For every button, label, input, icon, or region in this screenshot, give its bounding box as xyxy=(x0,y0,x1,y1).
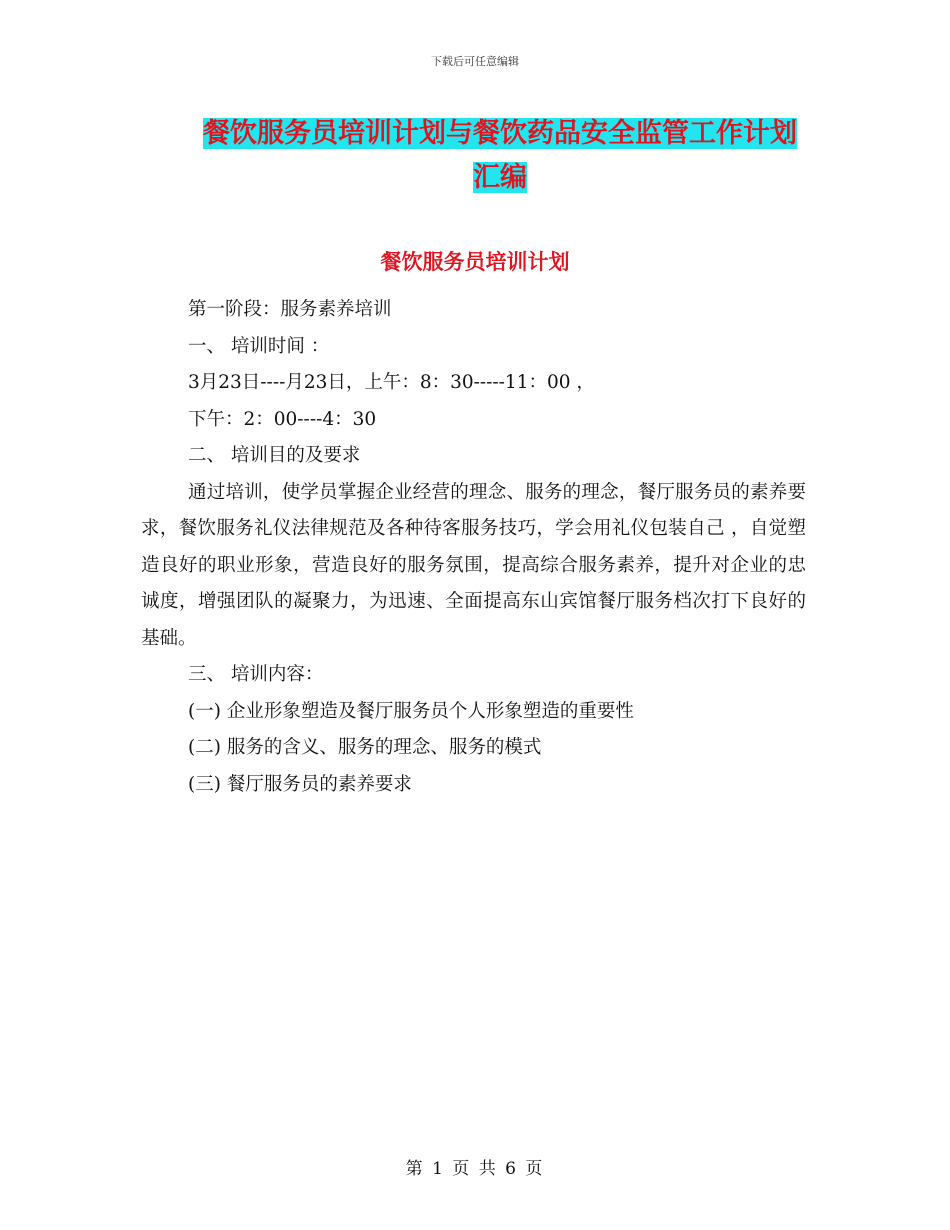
content-item: (二) 服务的含义、服务的理念、服务的模式 xyxy=(188,737,542,758)
page-footer: 第 1 页 共 6 页 xyxy=(405,1159,545,1179)
training-time-heading: 一、 培训时间 ： xyxy=(188,335,330,357)
training-content-heading: 三、 培训内容： xyxy=(188,664,324,685)
training-time-morning: 3月23日----月23日，上午：8：30-----11：00 ， xyxy=(188,372,595,393)
document-title-text: 餐饮服务员培训计划与餐饮药品安全监管工作计划汇编 xyxy=(203,118,797,193)
content-item: (一) 企业形象塑造及餐厅服务员个人形象塑造的重要性 xyxy=(188,700,634,722)
training-goal-heading: 二、 培训目的及要求 xyxy=(188,445,361,466)
training-time-afternoon: 下午：2：00----4：30 xyxy=(188,408,377,430)
header-note: 下载后可任意编辑 xyxy=(431,55,519,68)
section-title: 餐饮服务员培训计划 xyxy=(380,250,570,274)
content-item: (三) 餐厅服务员的素养要求 xyxy=(188,773,412,795)
document-title xyxy=(190,112,810,200)
training-goal-paragraph: 通过培训，使学员掌握企业经营的理念、服务的理念，餐厅服务员的素养要求，餐饮服务礼仪法律规范及各种待客服务技巧，学会用礼仪包装自己 ，自觉塑造良好的职业形象，营造良好的服务氛围，提高综合服务素养，提升对企业的忠诚度，增强团队的凝聚力，为迅速、全面提高东山宾馆餐厅服务档次打下良好的基础。 xyxy=(141,481,806,649)
stage-heading: 第一阶段：服务素养培训 xyxy=(188,299,392,320)
body-text xyxy=(141,292,806,803)
